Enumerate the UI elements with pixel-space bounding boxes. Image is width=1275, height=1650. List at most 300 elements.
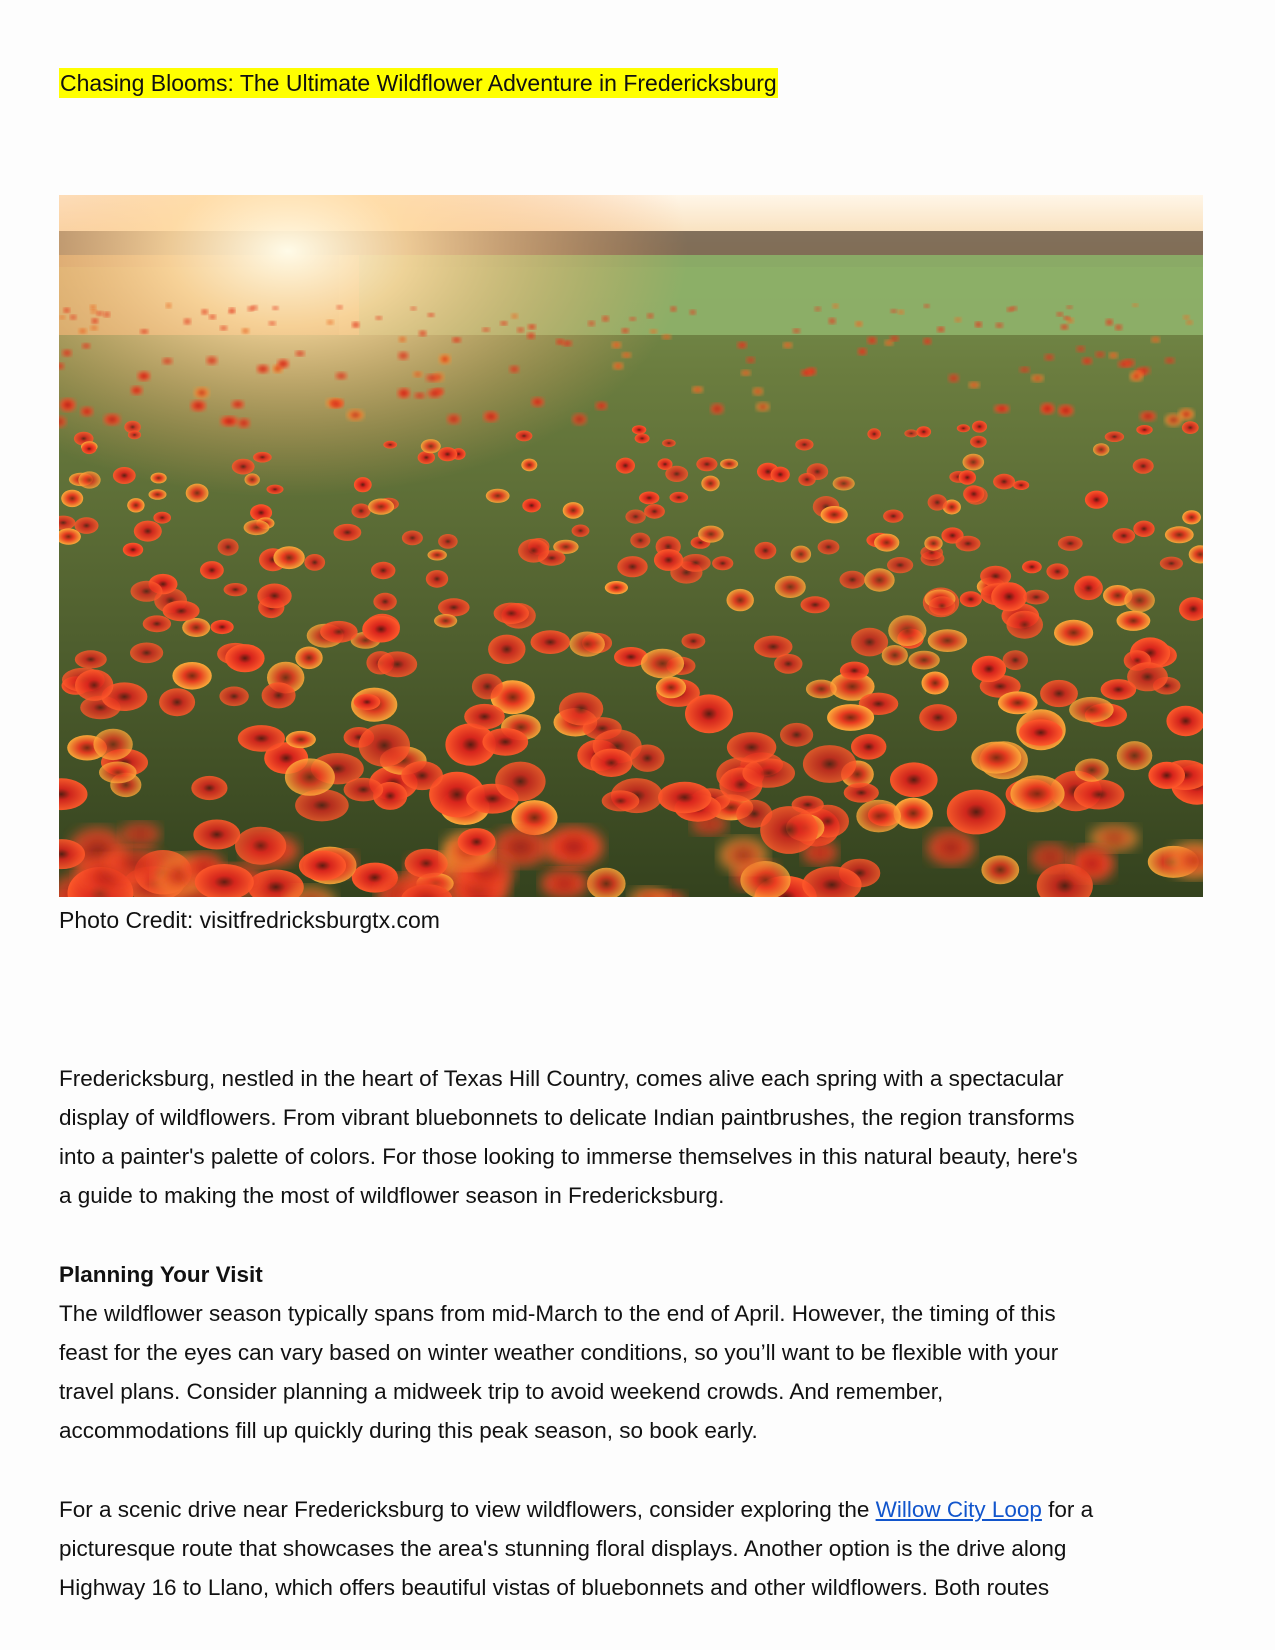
flower-blob bbox=[78, 471, 100, 488]
flower-blob bbox=[970, 436, 987, 448]
section-heading: Planning Your Visit bbox=[59, 1262, 263, 1287]
flower-blob bbox=[63, 308, 70, 313]
flower-blob bbox=[70, 315, 77, 320]
flower-blob bbox=[662, 439, 676, 447]
flower-blob bbox=[494, 603, 529, 624]
flower-blob bbox=[1118, 361, 1130, 368]
flower-blob bbox=[928, 629, 967, 652]
flower-blob bbox=[99, 762, 137, 784]
flower-blob bbox=[1148, 762, 1185, 789]
flower-blob bbox=[242, 328, 250, 333]
flower-blob bbox=[955, 317, 962, 322]
flower-blob bbox=[821, 506, 848, 523]
flower-blob bbox=[855, 321, 863, 327]
flower-blob bbox=[596, 402, 608, 410]
flower-blob bbox=[867, 428, 881, 439]
flower-blob bbox=[482, 328, 490, 332]
intro-line: Fredericksburg, nestled in the heart of Texas Hill Country, comes alive each spring with a spectacular bbox=[59, 1066, 1064, 1091]
flower-blob bbox=[245, 473, 260, 485]
flower-blob bbox=[780, 723, 813, 747]
flower-blob bbox=[1040, 680, 1078, 707]
flower-blob bbox=[1066, 306, 1072, 309]
flower-blob bbox=[398, 352, 409, 360]
flower-blob bbox=[206, 356, 217, 364]
flower-blob bbox=[995, 323, 1003, 328]
flower-blob bbox=[1105, 431, 1124, 442]
flower-blob bbox=[727, 732, 776, 762]
flower-blob bbox=[605, 581, 628, 594]
flower-blob bbox=[299, 851, 346, 881]
flower-blob bbox=[647, 313, 654, 318]
flower-blob bbox=[621, 328, 629, 333]
flower-blob bbox=[791, 546, 811, 563]
flower-blob bbox=[572, 414, 587, 425]
flower-blob bbox=[438, 598, 470, 616]
flower-blob bbox=[937, 327, 945, 332]
flower-blob bbox=[201, 309, 208, 314]
scenic-drive-line bbox=[59, 1490, 1209, 1529]
planning-paragraph bbox=[59, 1294, 1209, 1450]
flower-blob bbox=[929, 596, 955, 615]
flower-blob bbox=[1013, 480, 1029, 490]
flower-blob bbox=[616, 458, 635, 474]
willow-city-loop-link[interactable]: Willow City Loop bbox=[875, 1497, 1042, 1522]
scenic-drive-paragraph bbox=[59, 1490, 1209, 1607]
flower-blob bbox=[401, 761, 443, 790]
flower-blob bbox=[972, 656, 1006, 682]
flower-blob bbox=[383, 441, 397, 449]
flower-blob bbox=[612, 342, 621, 348]
flower-blob bbox=[644, 504, 665, 519]
flower-blob bbox=[690, 310, 696, 315]
flower-blob bbox=[521, 459, 537, 472]
flower-blob bbox=[541, 869, 588, 897]
flower-blob bbox=[200, 561, 224, 579]
flower-blob bbox=[238, 418, 250, 428]
flower-blob bbox=[806, 680, 837, 699]
flower-blob bbox=[685, 694, 733, 733]
flower-blob bbox=[1136, 425, 1152, 435]
flower-blob bbox=[1074, 780, 1125, 810]
flower-blob bbox=[229, 310, 235, 314]
flower-blob bbox=[590, 749, 632, 777]
flower-blob bbox=[658, 782, 711, 813]
flower-blob bbox=[1031, 374, 1043, 382]
flower-blob bbox=[528, 324, 536, 329]
planning-line: accommodations fill up quickly during this peak season, so book early. bbox=[59, 1418, 758, 1443]
flower-blob bbox=[1058, 536, 1083, 551]
flower-blob bbox=[359, 724, 410, 767]
flower-blob bbox=[630, 533, 650, 549]
flower-blob bbox=[347, 409, 364, 420]
flower-blob bbox=[756, 402, 770, 411]
flower-blob bbox=[639, 492, 659, 505]
photo-credit: Photo Credit: visitfredricksburgtx.com bbox=[59, 907, 440, 933]
flower-blob bbox=[625, 510, 645, 524]
flower-blob bbox=[760, 806, 818, 854]
flower-blob bbox=[570, 632, 605, 657]
flower-blob bbox=[1165, 357, 1175, 364]
flower-blob bbox=[711, 404, 724, 415]
flower-blob bbox=[1106, 319, 1113, 325]
flower-blob bbox=[295, 647, 322, 670]
flower-blob bbox=[518, 539, 549, 563]
flower-blob bbox=[1115, 324, 1122, 330]
flower-blob bbox=[1056, 312, 1063, 316]
flower-blob bbox=[1070, 846, 1114, 881]
flower-blob bbox=[1020, 367, 1030, 373]
flower-blob bbox=[856, 800, 901, 833]
flower-blob bbox=[1031, 843, 1069, 871]
flower-blob bbox=[1117, 741, 1153, 770]
flower-blob bbox=[1183, 315, 1190, 319]
flower-blob bbox=[882, 645, 908, 665]
flower-blob bbox=[948, 374, 959, 383]
flower-blob bbox=[959, 470, 976, 484]
flower-blob bbox=[1132, 303, 1138, 307]
flower-blob bbox=[775, 576, 806, 598]
flower-blob bbox=[981, 855, 1019, 884]
flower-blob bbox=[858, 348, 867, 355]
flower-blob bbox=[439, 354, 451, 364]
flower-blob bbox=[801, 369, 811, 376]
flower-blob bbox=[90, 310, 97, 314]
flower-blob bbox=[414, 392, 425, 398]
flower-blob bbox=[956, 536, 981, 552]
flower-blob bbox=[888, 615, 926, 646]
flower-blob bbox=[438, 534, 458, 549]
flower-blob bbox=[373, 593, 396, 611]
flower-blob bbox=[426, 374, 439, 382]
flower-blob bbox=[447, 414, 460, 424]
flower-blob bbox=[1076, 346, 1085, 352]
flower-blob bbox=[1040, 403, 1054, 414]
flower-blob bbox=[658, 458, 673, 470]
flower-blob bbox=[166, 303, 172, 308]
flower-blob bbox=[419, 331, 427, 337]
flower-blob bbox=[1186, 320, 1193, 324]
flower-blob bbox=[701, 476, 719, 492]
flower-blob bbox=[916, 426, 931, 437]
flower-blob bbox=[267, 485, 284, 494]
flower-blob bbox=[82, 343, 91, 348]
flower-blob bbox=[833, 304, 839, 309]
flower-blob bbox=[410, 307, 416, 311]
flower-blob bbox=[588, 321, 595, 326]
flower-blob bbox=[924, 304, 930, 308]
flower-blob bbox=[81, 407, 93, 416]
flower-blob bbox=[1133, 458, 1154, 473]
flower-blob bbox=[891, 309, 897, 313]
flower-blob bbox=[511, 314, 518, 319]
flower-blob bbox=[472, 674, 503, 700]
flower-blob bbox=[963, 454, 985, 471]
flower-blob bbox=[522, 499, 541, 513]
flower-blob bbox=[285, 758, 335, 795]
flower-blob bbox=[182, 618, 210, 637]
flower-blob bbox=[741, 370, 751, 376]
flower-blob bbox=[692, 386, 703, 393]
flower-blob bbox=[1095, 351, 1105, 357]
flower-blob bbox=[378, 651, 418, 677]
wildflower-field-photo bbox=[59, 195, 1203, 897]
flower-blob bbox=[887, 557, 913, 573]
flower-blob bbox=[123, 543, 143, 557]
flower-blob bbox=[421, 439, 441, 453]
flower-blob bbox=[1130, 371, 1143, 381]
flower-blob bbox=[1182, 421, 1199, 434]
flower-blob bbox=[774, 654, 802, 674]
flower-blob bbox=[635, 433, 650, 443]
flower-blob bbox=[193, 820, 240, 850]
flower-blob bbox=[90, 305, 96, 310]
scenic-drive-line: picturesque route that showcases the area's stunning floral displays. Another option is the drive along bbox=[59, 1536, 1067, 1561]
flower-blob bbox=[331, 401, 343, 408]
flower-blob bbox=[753, 387, 764, 395]
flower-blob bbox=[1151, 337, 1160, 343]
flower-blob bbox=[334, 524, 362, 541]
planning-line: The wildflower season typically spans from mid-March to the end of April. However, the timing of this bbox=[59, 1301, 1056, 1326]
flower-blob bbox=[662, 334, 671, 339]
flower-blob bbox=[544, 827, 603, 867]
flower-blob bbox=[1075, 759, 1109, 782]
flower-blob bbox=[793, 329, 801, 334]
flower-blob bbox=[172, 662, 211, 690]
flower-blob bbox=[458, 828, 496, 856]
intro-line: a guide to making the most of wildflower season in Fredericksburg. bbox=[59, 1183, 725, 1208]
flower-blob bbox=[516, 431, 533, 442]
flower-blob bbox=[235, 827, 286, 865]
flower-blob bbox=[163, 601, 200, 622]
flower-blob bbox=[140, 329, 149, 334]
flower-blob bbox=[272, 306, 278, 310]
flower-blob bbox=[151, 473, 167, 484]
flower-blob bbox=[500, 321, 508, 325]
flower-blob bbox=[975, 322, 982, 328]
flower-blob bbox=[434, 614, 457, 628]
flower-blob bbox=[62, 349, 72, 356]
flower-blob bbox=[681, 554, 711, 572]
flower-blob bbox=[248, 306, 254, 311]
flower-blob bbox=[1182, 510, 1201, 524]
flower-blob bbox=[153, 512, 171, 524]
flower-blob bbox=[1074, 576, 1103, 600]
flower-blob bbox=[1022, 561, 1042, 574]
flower-blob bbox=[426, 570, 448, 588]
flower-blob bbox=[127, 498, 144, 512]
flower-blob bbox=[1117, 611, 1151, 631]
flower-blob bbox=[556, 339, 564, 345]
flower-blob bbox=[495, 762, 545, 802]
flower-blob bbox=[656, 677, 686, 699]
flower-blob bbox=[602, 790, 640, 811]
flower-blob bbox=[159, 688, 195, 716]
flower-blob bbox=[572, 525, 590, 537]
flower-blob bbox=[402, 531, 423, 546]
flower-blob bbox=[438, 447, 457, 461]
flower-blob bbox=[1085, 491, 1108, 509]
flower-blob bbox=[371, 562, 395, 579]
flower-blob bbox=[1054, 620, 1093, 646]
flower-blob bbox=[295, 351, 305, 357]
flower-blob bbox=[798, 473, 815, 486]
flower-blob bbox=[269, 321, 276, 325]
flower-blob bbox=[1165, 526, 1194, 543]
flower-blob bbox=[947, 790, 1006, 835]
flower-blob bbox=[864, 568, 894, 591]
flower-blob bbox=[93, 729, 132, 760]
flower-blob bbox=[994, 405, 1009, 413]
flower-blob bbox=[1061, 324, 1069, 329]
flower-blob bbox=[928, 494, 947, 510]
flower-blob bbox=[801, 596, 830, 613]
flower-blob bbox=[257, 584, 291, 609]
flower-blob bbox=[75, 517, 99, 534]
flower-blob bbox=[106, 847, 163, 880]
flower-blob bbox=[59, 315, 66, 319]
flower-blob bbox=[1113, 528, 1136, 543]
flower-blob bbox=[1160, 557, 1183, 571]
flower-blob bbox=[335, 372, 347, 379]
flower-blob bbox=[60, 398, 76, 411]
flower-blob bbox=[1127, 662, 1168, 691]
flower-blob bbox=[622, 352, 631, 358]
flower-blob bbox=[224, 583, 248, 596]
document-title: Chasing Blooms: The Ultimate Wildflower Adventure in Fredericksburg bbox=[60, 70, 777, 96]
flower-blob bbox=[720, 459, 738, 469]
flower-blob bbox=[362, 616, 400, 643]
flower-blob bbox=[1006, 611, 1043, 639]
flower-blob bbox=[320, 621, 358, 643]
flower-blob bbox=[720, 838, 768, 873]
flower-blob bbox=[91, 318, 98, 324]
flower-blob bbox=[670, 492, 689, 503]
flower-blob bbox=[286, 731, 316, 748]
flower-blob bbox=[253, 452, 272, 463]
flower-blob bbox=[1165, 414, 1182, 427]
flower-blob bbox=[162, 358, 173, 365]
flower-blob bbox=[130, 643, 163, 664]
flower-blob bbox=[209, 315, 216, 320]
flower-blob bbox=[629, 317, 636, 321]
scenic-drive-text-before: For a scenic drive near Fredericksburg to view wildflowers, consider exploring the bbox=[59, 1497, 876, 1522]
flower-blob bbox=[78, 328, 87, 334]
flower-blob bbox=[1082, 357, 1092, 364]
flower-blob bbox=[630, 745, 664, 772]
flower-blob bbox=[991, 582, 1027, 611]
scenic-drive-text-after: for a bbox=[1041, 1497, 1094, 1522]
flower-blob bbox=[963, 485, 984, 502]
flower-blob bbox=[890, 336, 899, 342]
flower-blob bbox=[184, 319, 191, 325]
flower-blob bbox=[219, 687, 248, 707]
flower-blob bbox=[1044, 354, 1054, 361]
flower-blob bbox=[218, 539, 239, 556]
flower-blob bbox=[413, 371, 423, 377]
flower-blob bbox=[650, 329, 658, 333]
flower-blob bbox=[923, 338, 931, 344]
flower-blob bbox=[613, 362, 623, 369]
flower-blob bbox=[1003, 650, 1028, 670]
flower-blob bbox=[654, 549, 683, 571]
flower-blob bbox=[113, 467, 136, 484]
flower-blob bbox=[194, 387, 209, 398]
flower-blob bbox=[904, 429, 918, 437]
flower-blob bbox=[1124, 589, 1155, 613]
flower-blob bbox=[484, 411, 499, 422]
flower-blob bbox=[238, 725, 285, 752]
flower-blob bbox=[428, 550, 447, 561]
flower-blob bbox=[1010, 775, 1064, 812]
flower-blob bbox=[927, 830, 974, 865]
flower-blob bbox=[531, 397, 544, 406]
flower-blob bbox=[602, 316, 609, 322]
flower-blob bbox=[398, 388, 410, 398]
flower-blob bbox=[908, 651, 939, 670]
flower-blob bbox=[844, 783, 879, 803]
flower-blob bbox=[670, 306, 676, 311]
flower-blob bbox=[803, 745, 856, 783]
flower-blob bbox=[225, 644, 264, 672]
flower-blob bbox=[1011, 306, 1017, 311]
flower-blob bbox=[352, 504, 371, 519]
flower-blob bbox=[104, 414, 121, 426]
flower-blob bbox=[131, 581, 163, 602]
flower-blob bbox=[232, 400, 245, 408]
flower-blob bbox=[352, 322, 360, 328]
flower-blob bbox=[90, 326, 98, 331]
flower-blob bbox=[220, 326, 227, 331]
flower-blob bbox=[771, 467, 790, 483]
flower-blob bbox=[121, 822, 161, 846]
flower-blob bbox=[737, 342, 747, 349]
flower-blob bbox=[277, 359, 289, 368]
flower-blob bbox=[993, 474, 1015, 490]
flower-blob bbox=[1109, 352, 1118, 358]
flower-blob bbox=[211, 620, 234, 634]
flower-blob bbox=[922, 672, 949, 695]
flower-blob bbox=[405, 849, 448, 878]
flower-blob bbox=[375, 316, 382, 320]
intro-line: into a painter's palette of colors. For those looking to immerse themselves in this natural beauty, here's bbox=[59, 1144, 1078, 1169]
flower-blob bbox=[827, 704, 874, 731]
flower-blob bbox=[398, 337, 406, 343]
flower-blob bbox=[452, 337, 461, 342]
intro-line: display of wildflowers. From vibrant bluebonnets to delicate Indian paintbrushes, the region transforms bbox=[59, 1105, 1075, 1130]
flower-blob bbox=[957, 424, 970, 432]
flower-blob bbox=[257, 365, 269, 374]
flower-blob bbox=[428, 389, 442, 398]
flower-blob bbox=[795, 439, 813, 451]
flower-blob bbox=[304, 554, 325, 571]
flower-blob bbox=[354, 694, 381, 710]
flower-blob bbox=[1019, 719, 1063, 745]
flower-blob bbox=[833, 477, 855, 491]
flower-blob bbox=[1133, 521, 1154, 537]
intro-paragraph bbox=[59, 1059, 1209, 1215]
flower-blob bbox=[138, 371, 151, 380]
flower-blob bbox=[851, 734, 886, 760]
flower-blob bbox=[883, 510, 903, 523]
flower-blob bbox=[134, 521, 162, 542]
flower-blob bbox=[1023, 590, 1049, 605]
flower-blob bbox=[742, 758, 795, 787]
flower-blob bbox=[186, 484, 209, 503]
flower-blob bbox=[559, 692, 603, 725]
flower-blob bbox=[517, 327, 524, 332]
flower-blob bbox=[632, 425, 646, 434]
flower-blob bbox=[482, 728, 528, 756]
